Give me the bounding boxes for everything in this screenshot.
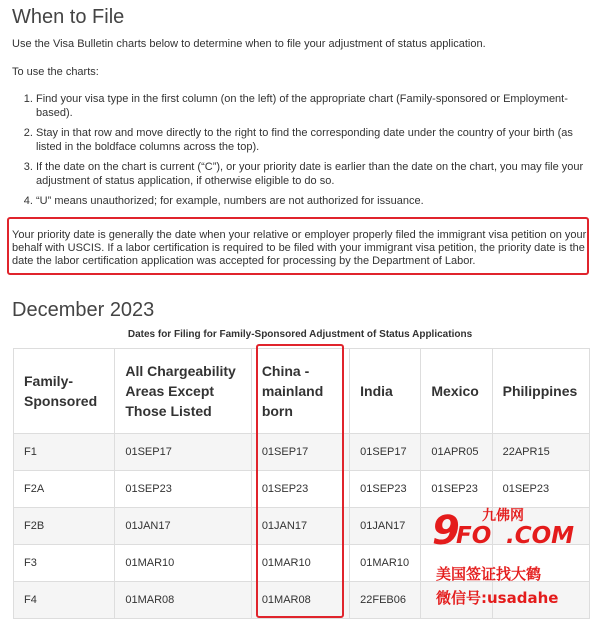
table-cell: F4 xyxy=(14,582,115,619)
table-row xyxy=(14,434,590,471)
table-header-row xyxy=(14,349,590,434)
table-row xyxy=(14,471,590,508)
watermark-text-line1: 美国签证找大鹤 xyxy=(436,565,542,583)
table-cell: 01MAR10 xyxy=(350,545,421,582)
table-cell: 01APR05 xyxy=(421,434,492,471)
to-use-label: To use the charts: xyxy=(12,66,99,78)
header-china: China - mainland born xyxy=(251,349,349,434)
table-cell: 22APR15 xyxy=(492,434,589,471)
header-all-chargeability: All Chargeability Areas Except Those Listed xyxy=(115,349,251,434)
table-cell: 01SEP23 xyxy=(421,471,492,508)
table-cell: 01SEP17 xyxy=(350,434,421,471)
watermark-site-name: 九佛网 xyxy=(482,508,524,524)
watermark xyxy=(432,503,600,627)
table-cell: 01SEP23 xyxy=(115,471,251,508)
header-mexico: Mexico xyxy=(421,349,492,434)
step-item: 1. Find your visa type in the first column (on the left) of the appropriate chart (Family-sponsored or Employment-based). xyxy=(36,92,584,120)
instruction-steps xyxy=(0,92,584,214)
watermark-logo xyxy=(432,503,600,553)
table-cell: 01SEP23 xyxy=(350,471,421,508)
table-cell: 01MAR10 xyxy=(115,545,251,582)
bulletin-month-heading: December 2023 xyxy=(12,299,155,321)
table-cell: 01MAR08 xyxy=(115,582,251,619)
header-philippines: Philippines xyxy=(492,349,589,434)
table-cell: 01MAR10 xyxy=(251,545,349,582)
step-item: 4. “U” means unauthorized; for example, numbers are not authorized for issuance. xyxy=(36,194,584,208)
header-india: India xyxy=(350,349,421,434)
table-cell: F2A xyxy=(14,471,115,508)
table-cell: 01SEP17 xyxy=(251,434,349,471)
table-cell: 01JAN17 xyxy=(115,508,251,545)
table-cell: 01SEP23 xyxy=(251,471,349,508)
step-item: 2. Stay in that row and move directly to the right to find the corresponding date under the country of your birth (as listed in the boldface columns across the top). xyxy=(36,126,584,154)
table-cell: F2B xyxy=(14,508,115,545)
table-cell: 01SEP17 xyxy=(115,434,251,471)
table-cell: F3 xyxy=(14,545,115,582)
step-item: 3. If the date on the chart is current (“C”), or your priority date is earlier than the date on the chart, you may file your adjustment of status application, if otherwise eligible to do so. xyxy=(36,160,584,188)
priority-date-note: Your priority date is generally the date when your relative or employer properly filed the immigrant visa petition on your behalf with USCIS. If a labor certification is required to be filed with your immigrant visa petition, the priority date is the date the labor certification application was accepted for processing by the Department of Labor. xyxy=(12,229,587,267)
header-family-sponsored: Family-Sponsored xyxy=(14,349,115,434)
intro-text: Use the Visa Bulletin charts below to determine when to file your adjustment of status application. xyxy=(12,38,486,50)
table-caption: Dates for Filing for Family-Sponsored Adjustment of Status Applications xyxy=(127,329,473,340)
watermark-logo-fo: FO xyxy=(456,523,492,549)
table-cell: 01JAN17 xyxy=(350,508,421,545)
when-to-file-heading: When to File xyxy=(12,6,125,28)
table-cell: F1 xyxy=(14,434,115,471)
watermark-logo-nine: 9 xyxy=(432,508,460,554)
table-cell: 22FEB06 xyxy=(350,582,421,619)
table-cell: 01JAN17 xyxy=(251,508,349,545)
watermark-text-line2: 微信号:usadahe xyxy=(436,589,559,607)
table-cell: 01MAR08 xyxy=(251,582,349,619)
table-cell: 01SEP23 xyxy=(492,471,589,508)
watermark-logo-com: .COM xyxy=(506,523,575,549)
